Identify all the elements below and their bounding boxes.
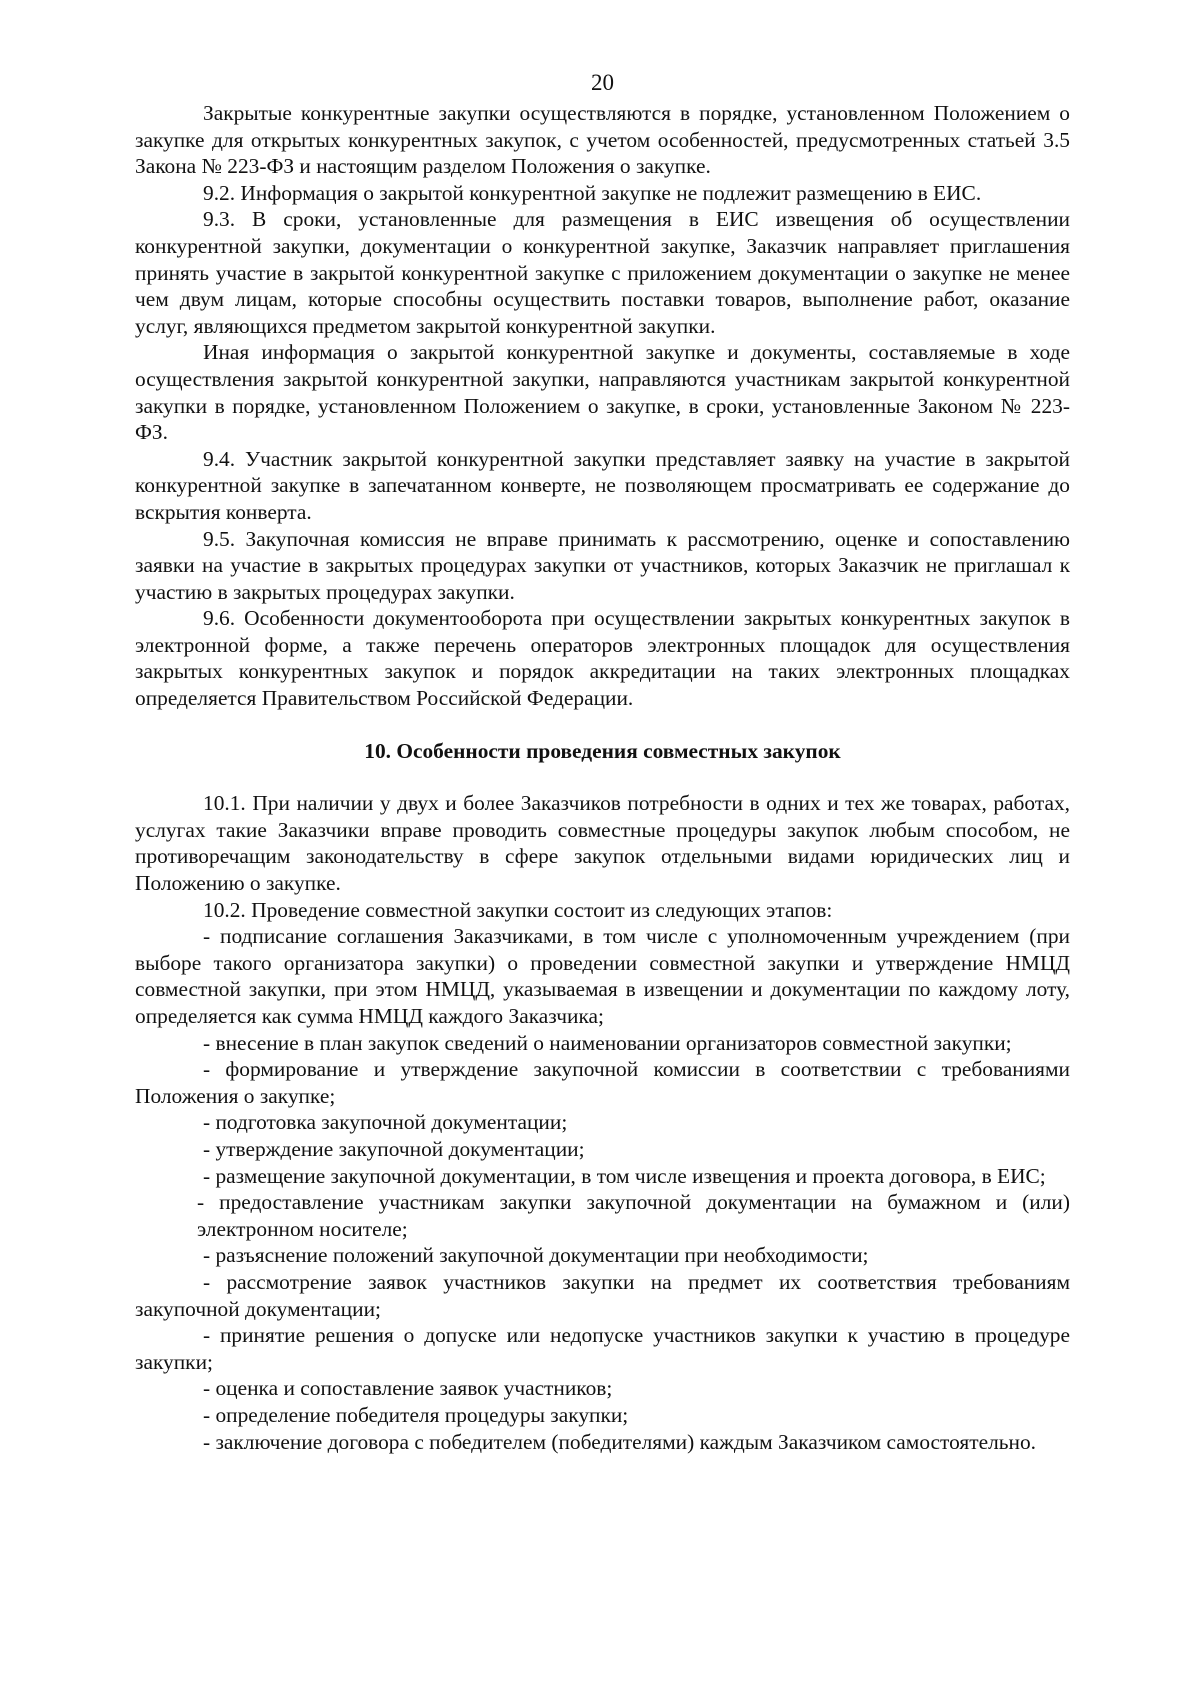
paragraph-closed-procurement-intro: Закрытые конкурентные закупки осуществляются в порядке, установленном Положением о закупке для открытых конкурентных закупок, с учетом особенностей, предусмотренных статьей 3.5 Закона № 223-ФЗ и настоящим разделом Положения о закупке. — [135, 101, 1070, 179]
paragraph-10-2: 10.2. Проведение совместной закупки состоит из следующих этапов: — [203, 897, 833, 922]
paragraph-10-1: 10.1. При наличии у двух и более Заказчиков потребности в одних и тех же товарах, работах, услугах такие Заказчики вправе проводить совместные процедуры закупок любым способом, не противоречащим законодательству в сфере закупок отдельными видами юридических лиц и Положению о закупке. — [135, 791, 1070, 896]
list-item: - утверждение закупочной документации; — [203, 1136, 585, 1161]
list-item: - принятие решения о допуске или недопуске участников закупки к участию в процедуре закупки; — [135, 1323, 1070, 1374]
list-item: - заключение договора с победителем (победителями) каждым Заказчиком самостоятельно. — [203, 1429, 1036, 1454]
paragraph-9-5: 9.5. Закупочная комиссия не вправе принимать к рассмотрению, оценке и сопоставлению заявки на участие в закрытых процедурах закупки от участников, которых Заказчик не приглашал к участию в закрытых процедурах закупки. — [135, 526, 1070, 604]
paragraph-9-6: 9.6. Особенности документооборота при осуществлении закрытых конкурентных закупок в электронной форме, а также перечень операторов электронных площадок для осуществления закрытых конкурентных закупок и порядок аккредитации на таких электронных площадках определяется Правительством Российской Федерации. — [135, 606, 1070, 711]
list-item: - предоставление участникам закупки закупочной документации на бумажном и (или) электронном носителе; — [197, 1190, 1070, 1241]
list-item: - подготовка закупочной документации; — [203, 1110, 568, 1135]
paragraph-9-2: 9.2. Информация о закрытой конкурентной закупке не подлежит размещению в ЕИС. — [203, 180, 982, 205]
list-item: - внесение в план закупок сведений о наименовании организаторов совместной закупки; — [203, 1030, 1012, 1055]
list-item: - разъяснение положений закупочной документации при необходимости; — [203, 1243, 869, 1268]
list-item: - размещение закупочной документации, в том числе извещения и проекта договора, в ЕИС; — [203, 1163, 1046, 1188]
stages-list — [135, 923, 1070, 1455]
paragraph-9-4: 9.4. Участник закрытой конкурентной закупки представляет заявку на участие в закрытой конкурентной закупке в запечатанном конверте, не позволяющем просматривать ее содержание до вскрытия конверта. — [135, 446, 1070, 524]
section-title: 10. Особенности проведения совместных закупок — [364, 738, 841, 763]
paragraph-9-3-other-info: Иная информация о закрытой конкурентной закупке и документы, составляемые в ходе осуществления закрытой конкурентной закупки, направляются участникам закрытой конкурентной закупки в порядке, установленном Положением о закупке, в сроки, установленные Законом № 223-ФЗ. — [135, 340, 1070, 445]
list-item: - формирование и утверждение закупочной комиссии в соответствии с требованиями Положения о закупке; — [135, 1057, 1070, 1108]
list-item: - подписание соглашения Заказчиками, в том числе с уполномоченным учреждением (при выборе такого организатора закупки) о проведении совместной закупки и утверждение НМЦД совместной закупки, при этом НМЦД, указываемая в извещении и документации по каждому лоту, определяется как сумма НМЦД каждого Заказчика; — [135, 924, 1070, 1028]
list-item: - определение победителя процедуры закупки; — [203, 1402, 629, 1427]
paragraph-9-3: 9.3. В сроки, установленные для размещения в ЕИС извещения об осуществлении конкурентной закупки, документации о конкурентной закупке, Заказчик направляет приглашения принять участие в закрытой конкурентной закупке с приложением документации о закупке не менее чем двум лицам, которые способны осуществить поставки товаров, выполнение работ, оказание услуг, являющихся предметом закрытой конкурентной закупки. — [135, 207, 1070, 338]
list-item: - рассмотрение заявок участников закупки на предмет их соответствия требованиям закупочной документации; — [135, 1269, 1070, 1321]
page-number: 20 — [591, 70, 614, 95]
list-item: - оценка и сопоставление заявок участников; — [203, 1376, 613, 1401]
